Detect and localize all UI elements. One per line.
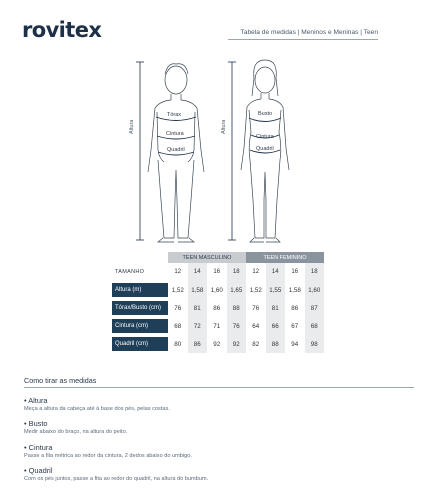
size-cell: 14 [266,263,286,281]
instruction-heading: • Busto [24,419,48,428]
boy-height-line [136,62,144,240]
how-to-divider [24,387,414,388]
table-cell: 1,58 [288,286,301,294]
table-cell: 67 [291,322,299,330]
row-label: Tórax/Busto (cm) [112,301,168,315]
table-cell: 81 [188,299,208,317]
size-cell: 12 [174,269,182,275]
boy-height-label: Altura [129,119,135,134]
table-cell: 1,60 [210,286,223,294]
size-cell: 14 [188,263,208,281]
table-cell: 86 [213,304,221,312]
table-cell: 76 [227,317,247,335]
table-cell: 86 [291,304,299,312]
instruction-heading: • Quadril [24,466,53,475]
table-cell: 1,52 [171,286,184,294]
table-row-torax-busto [112,299,324,317]
table-cell: 86 [188,335,208,353]
size-label: TAMANHO [115,269,145,275]
size-cell: 18 [305,263,325,281]
instruction-heading: • Cintura [24,443,53,452]
table-cell: 76 [174,304,182,312]
girl-label-cintura: Cintura [256,134,274,140]
instruction-cintura [24,443,192,459]
table-cell: 1,65 [227,281,247,299]
size-table [112,252,324,353]
table-cell: 71 [213,322,221,330]
instruction-quadril [24,466,208,482]
brand-logo: rovitex [22,18,102,42]
table-row-cintura [112,317,324,335]
table-row-sizes [112,263,324,281]
table-cell: 82 [252,340,260,348]
size-cell: 16 [213,269,221,275]
table-cell: 92 [227,335,247,353]
table-cell: 88 [266,335,286,353]
table-cell: 81 [266,299,286,317]
boy-label-quadril: Quadril [167,147,185,153]
table-row-quadril [112,335,324,353]
table-row-altura [112,281,324,299]
boy-label-torax: Tórax [167,112,182,118]
table-cell: 1,55 [266,281,286,299]
table-cell: 94 [291,340,299,348]
table-cell: 1,60 [305,281,325,299]
row-label: Cintura (cm) [112,319,168,333]
page-title: Tabela de medidas | Meninos e Meninas | Teen [240,29,378,36]
size-cell: 16 [291,269,299,275]
table-cell: 98 [305,335,325,353]
table-cell: 64 [252,322,260,330]
girl-label-quadril: Quadril [256,146,274,152]
instruction-heading: • Altura [24,396,48,405]
table-cell: 1,58 [188,281,208,299]
girl-label-busto: Busto [258,111,273,117]
table-cell: 76 [252,304,260,312]
instruction-altura [24,396,170,412]
group-female: TEEN FEMININO [246,252,324,263]
boy-label-cintura: Cintura [166,131,184,137]
group-male: TEEN MASCULINO [168,252,246,263]
girl-height-line [228,62,236,240]
table-cell: 92 [213,340,221,348]
instruction-text: Medir abaixo do braço, na altura do peito. [24,429,128,435]
row-label: Altura (m) [112,283,168,297]
size-cell: 12 [252,269,260,275]
table-cell: 88 [227,299,247,317]
instruction-busto [24,419,127,435]
girl-height-label: Altura [221,119,227,134]
table-cell: 68 [174,322,182,330]
table-cell: 66 [266,317,286,335]
table-cell: 72 [188,317,208,335]
table-cell: 80 [174,340,182,348]
instruction-text: Passe a fita métrica ao redor da cintura, 2 dedos abaixo do umbigo. [24,453,192,459]
size-cell: 18 [227,263,247,281]
table-group-header [112,252,324,263]
instruction-text: Meça a altura da cabeça até à base dos pés, pelas costas. [24,406,170,412]
table-cell: 87 [305,299,325,317]
instruction-text: Com os pés juntos, passe a fita ao redor do quadril, na altura do bumbum. [24,476,209,482]
how-to-title: Como tirar as medidas [24,376,97,385]
table-cell: 1,52 [249,286,262,294]
row-label: Quadril (cm) [112,337,168,351]
table-cell: 68 [305,317,325,335]
